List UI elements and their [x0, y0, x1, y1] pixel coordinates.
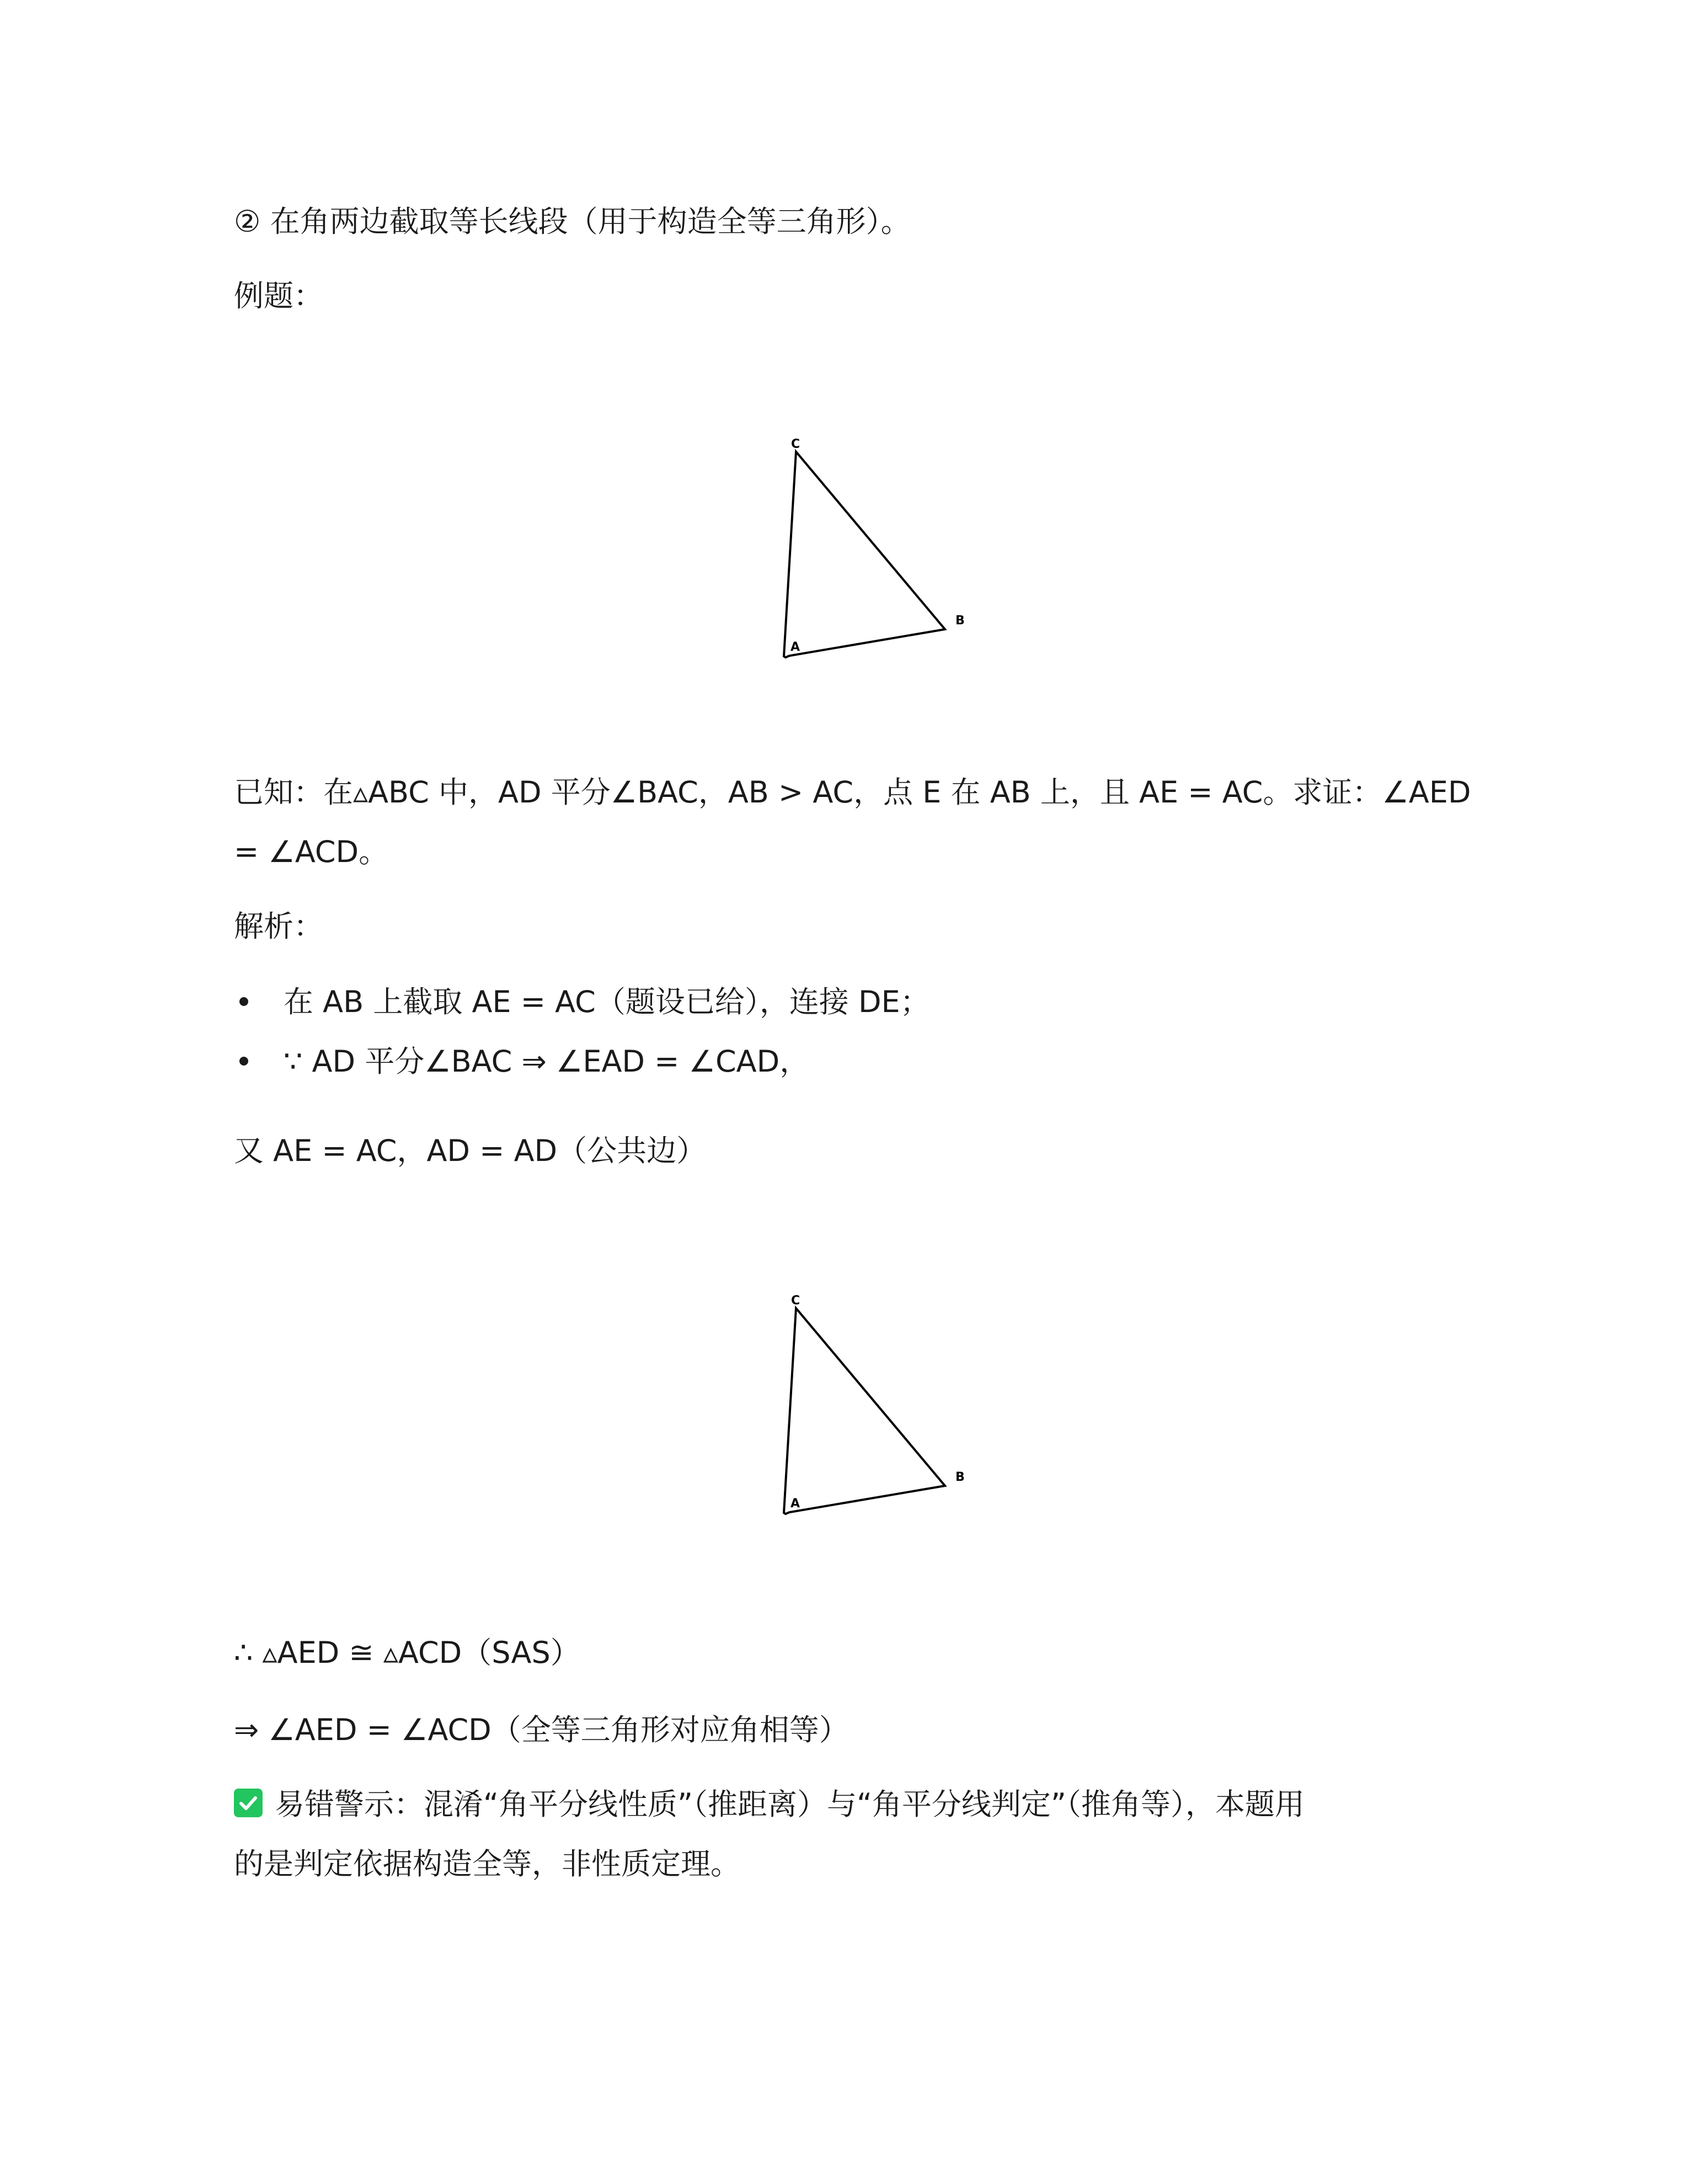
analysis-label: 解析： [234, 909, 323, 944]
triangle-figure-2 [712, 1292, 982, 1535]
bullet-icon [239, 997, 248, 1006]
warning-text-line-2: 的是判定依据构造全等，非性质定理。 [234, 1846, 740, 1881]
list-item-text: ∵ AD 平分∠BAC ⇒ ∠EAD = ∠CAD， [284, 1044, 810, 1079]
also-text: 又 AE = AC，AD = AD（公共边） [234, 1133, 707, 1168]
triangle-abc-1 [784, 452, 945, 657]
list-item [234, 1044, 809, 1079]
example-label: 例题： [234, 279, 323, 313]
warning-text-line-1 [234, 1787, 1305, 1822]
therefore-text: ∴ ▵AED ≅ ▵ACD（SAS） [234, 1635, 580, 1670]
list-item [234, 984, 930, 1020]
vertex-label-c: C [791, 437, 800, 451]
vertex-label-a: A [790, 640, 800, 654]
given-text-line-2: = ∠ACD。 [234, 834, 389, 869]
bullet-icon [239, 1057, 248, 1066]
triangle-abc-2 [784, 1308, 945, 1514]
list-item-text: 在 AB 上截取 AE = AC（题设已给），连接 DE； [284, 984, 930, 1019]
vertex-label-b: B [955, 614, 965, 628]
implies-text: ⇒ ∠AED = ∠ACD（全等三角形对应角相等） [234, 1712, 849, 1747]
warning-text: 易错警示：混淆“角平分线性质”（推距离）与“角平分线判定”（推角等），本题用 [275, 1787, 1305, 1822]
intro-text: ② 在角两边截取等长线段（用于构造全等三角形）。 [234, 204, 911, 239]
vertex-label-b: B [955, 1470, 965, 1484]
triangle-figure-1 [712, 436, 982, 678]
vertex-label-c: C [791, 1294, 800, 1308]
triangle-diagram-1 [712, 436, 982, 678]
given-text-line-1: 已知：在▵ABC 中，AD 平分∠BAC，AB > AC，点 E 在 AB 上，且 AE = AC。求证：∠AED [234, 775, 1471, 810]
vertex-label-a: A [790, 1497, 800, 1511]
triangle-diagram-2 [712, 1292, 982, 1535]
check-box-icon [234, 1789, 263, 1817]
